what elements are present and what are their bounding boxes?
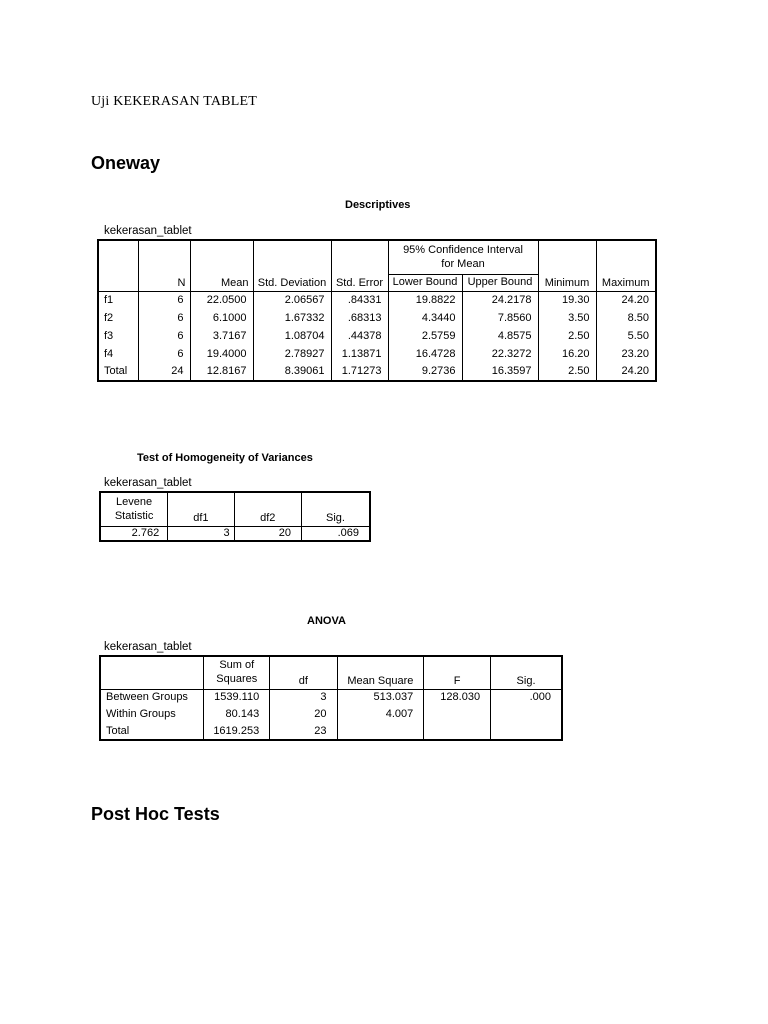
table-cell: 80.143 [204,706,270,723]
anova-header-ms: Mean Square [337,656,424,689]
table-row [98,363,656,381]
table-cell: 6 [138,327,190,345]
table-cell: 1.13871 [331,345,388,363]
descriptives-table [97,239,657,382]
desc-header-std-dev: Std. Deviation [253,240,331,291]
anova-title: ANOVA [307,615,346,627]
table-cell: 1.71273 [331,363,388,381]
desc-header-ci: 95% Confidence Interval for Mean [388,240,538,274]
table-row [100,723,562,740]
row-label: Between Groups [100,689,204,706]
anova-header-ss-line1: Sum of [219,659,255,671]
desc-header-max: Maximum [596,240,656,291]
homog-df1-value: 3 [168,526,234,541]
table-cell: 7.8560 [462,309,538,327]
table-cell: .68313 [331,309,388,327]
desc-header-min: Minimum [538,240,596,291]
table-row [98,291,656,309]
table-cell: 22.3272 [462,345,538,363]
table-cell: 2.5759 [388,327,462,345]
table-row [100,706,562,723]
table-cell: 6.1000 [190,309,253,327]
table-cell: 20 [270,706,337,723]
homog-header-df1: df1 [168,492,234,526]
anova-header-ss [204,656,270,689]
row-label: Total [100,723,204,740]
desc-corner [98,240,138,291]
anova-variable: kekerasan_tablet [104,641,192,653]
anova-header-f: F [424,656,491,689]
homog-header-df2: df2 [234,492,301,526]
table-cell: 4.8575 [462,327,538,345]
table-cell: 3.50 [538,309,596,327]
table-row [100,689,562,706]
table-cell: .000 [529,691,551,704]
table-cell: 8.50 [627,311,649,324]
oneway-heading: Oneway [91,153,161,173]
table-cell: 6 [138,309,190,327]
homog-sig-value: .069 [337,526,359,539]
table-cell: 9.2736 [388,363,462,381]
table-cell: 19.8822 [388,291,462,309]
homog-df2-value: 20 [234,526,301,541]
table-cell: 12.8167 [190,363,253,381]
table-cell: 19.4000 [190,345,253,363]
homogeneity-title: Test of Homogeneity of Variances [137,452,313,464]
table-cell [337,723,424,740]
table-cell: 22.0500 [190,291,253,309]
row-label: Within Groups [100,706,204,723]
row-label: f4 [98,345,138,363]
row-label: f3 [98,327,138,345]
table-cell [491,706,562,723]
table-cell: 3 [270,689,337,706]
anova-table [99,655,563,741]
desc-header-lower: Lower Bound [388,274,462,291]
anova-corner [100,656,204,689]
table-cell: 2.78927 [253,345,331,363]
table-cell: 24.20 [621,293,649,306]
table-cell: 8.39061 [253,363,331,381]
homog-header-sig: Sig. [301,492,370,526]
homog-header-levene-line1: Levene [116,496,153,508]
table-cell: 4.007 [337,706,424,723]
row-label: f1 [98,291,138,309]
posthoc-heading: Post Hoc Tests [91,804,220,824]
table-cell: 16.4728 [388,345,462,363]
table-cell: 1.08704 [253,327,331,345]
homog-header-levene-line2: Statistic [114,509,154,522]
anova-header-ss-line2: Squares [216,672,258,685]
table-cell [491,723,562,740]
homogeneity-variable: kekerasan_tablet [104,477,192,489]
homogeneity-table [99,491,371,542]
table-cell: 6 [138,345,190,363]
table-cell [424,706,491,723]
table-cell: 16.20 [538,345,596,363]
anova-header-sig: Sig. [491,656,562,689]
table-cell: 23.20 [621,347,649,360]
homog-header-levene [100,492,168,526]
table-cell: 1.67332 [253,309,331,327]
desc-header-upper: Upper Bound [462,274,538,291]
table-cell [424,723,491,740]
table-cell: 1539.110 [204,689,270,706]
table-cell: 6 [138,291,190,309]
row-label: f2 [98,309,138,327]
table-cell: 3.7167 [190,327,253,345]
anova-header-df: df [270,656,337,689]
table-row [98,345,656,363]
table-row [98,309,656,327]
table-cell: .84331 [331,291,388,309]
table-cell: .44378 [331,327,388,345]
table-cell: 24.2178 [462,291,538,309]
desc-header-mean: Mean [190,240,253,291]
table-cell: 19.30 [538,291,596,309]
table-row [98,327,656,345]
table-cell: 4.3440 [388,309,462,327]
homog-levene-value: 2.762 [100,526,168,541]
table-row [100,526,370,541]
table-cell: 128.030 [424,689,491,706]
table-cell: 513.037 [337,689,424,706]
descriptives-title: Descriptives [345,199,411,211]
table-cell: 24 [138,363,190,381]
descriptives-variable: kekerasan_tablet [104,225,192,237]
table-cell: 16.3597 [462,363,538,381]
table-cell: 23 [270,723,337,740]
row-label: Total [98,363,138,381]
table-cell: 1619.253 [204,723,270,740]
desc-header-n: N [138,240,190,291]
document-title: Uji KEKERASAN TABLET [91,94,257,109]
table-cell: 2.50 [538,327,596,345]
table-cell: 2.50 [538,363,596,381]
table-cell: 24.20 [621,365,649,378]
table-cell: 2.06567 [253,291,331,309]
desc-header-std-err: Std. Error [331,240,388,291]
table-cell: 5.50 [627,329,649,342]
